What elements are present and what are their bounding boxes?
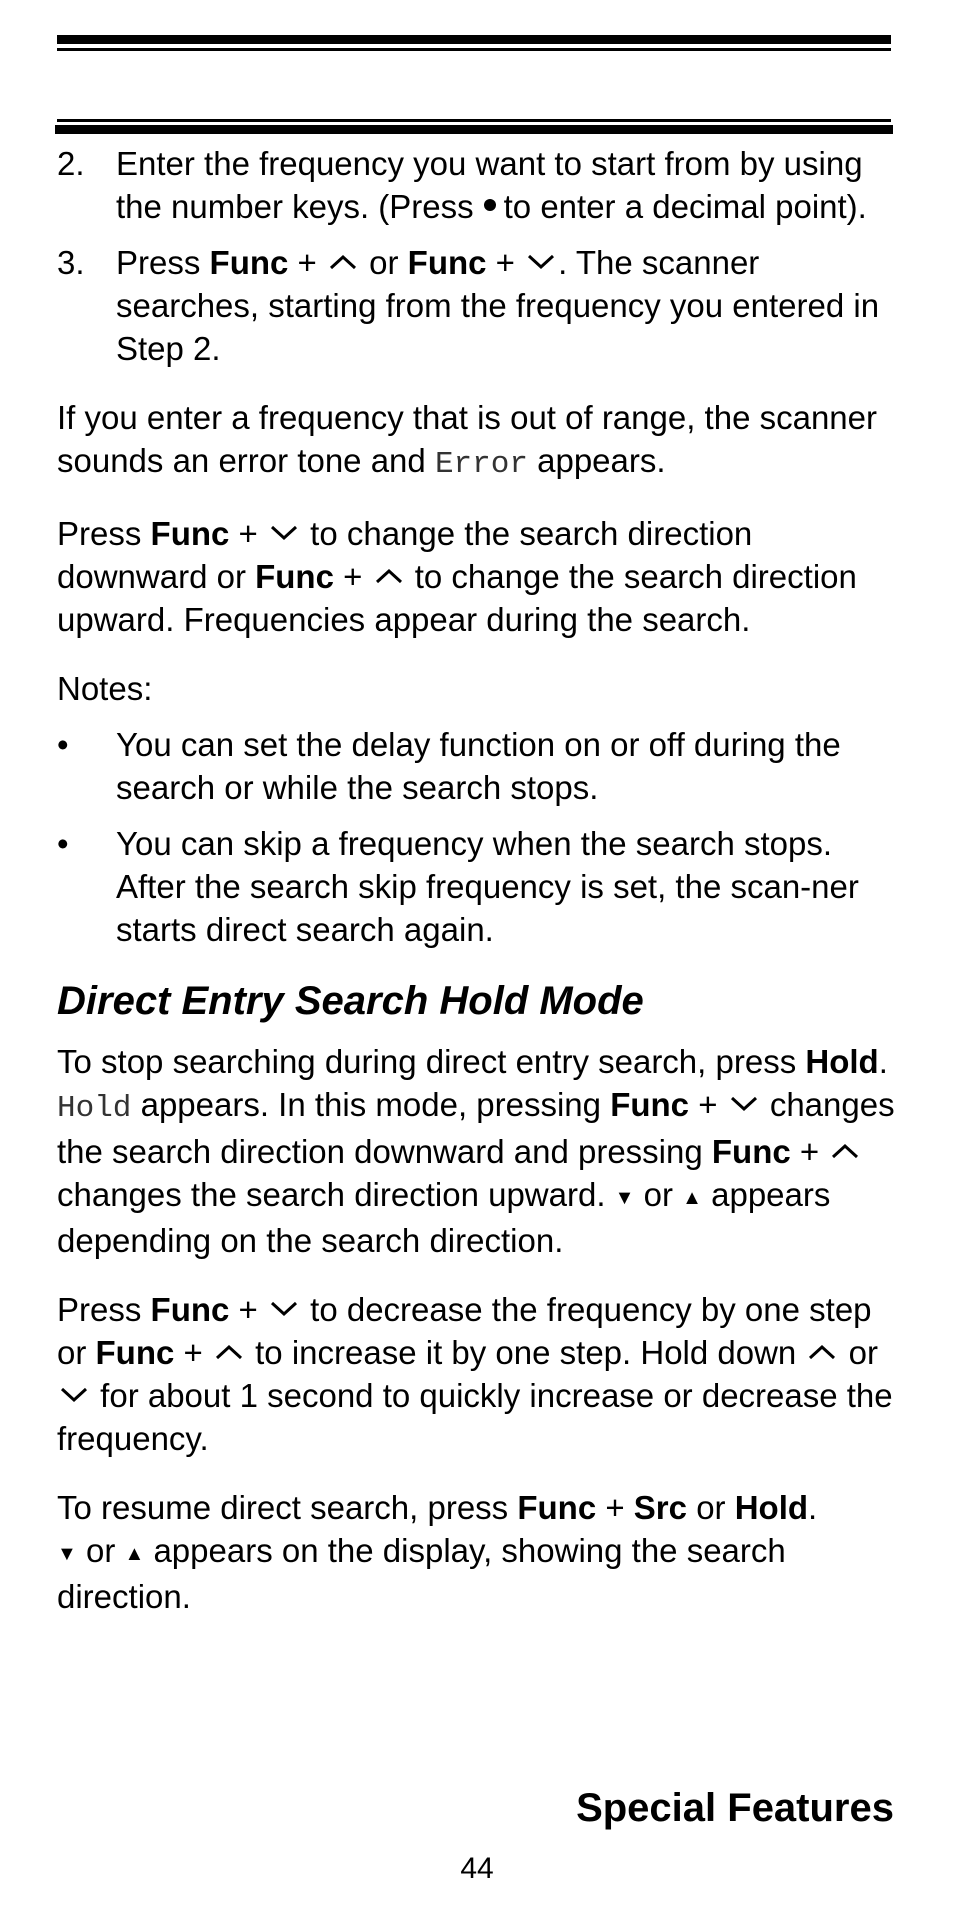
step-3 bbox=[57, 241, 897, 370]
step-number: 3. bbox=[57, 244, 85, 281]
resume-paragraph: To resume direct search, press Func + Src or Hold. ▼ or ▲ appears on the display, showing the search direction. bbox=[57, 1488, 818, 1615]
func-key: Func bbox=[407, 244, 487, 281]
header-rule-thin-top bbox=[57, 48, 891, 51]
func-key: Func bbox=[517, 1488, 597, 1526]
triangle-up-icon: ▲ bbox=[682, 1186, 702, 1209]
func-key: Func bbox=[711, 1133, 791, 1170]
func-key: Func bbox=[150, 1290, 230, 1328]
chevron-down-icon bbox=[729, 1094, 759, 1114]
section-heading: Direct Entry Search Hold Mode bbox=[57, 979, 644, 1023]
step-text: Press Func + or Func + . The scanner searches, starting from the frequency you entered in Step 2. bbox=[116, 244, 880, 367]
chevron-up-icon bbox=[807, 1342, 837, 1362]
decimal-dot-icon bbox=[484, 199, 496, 211]
chevron-down-icon bbox=[59, 1385, 89, 1405]
step-text: Enter the frequency you want to start from by using the number keys. (Press to enter a decimal point). bbox=[116, 145, 867, 225]
step-2 bbox=[57, 142, 897, 228]
chevron-up-icon bbox=[374, 566, 404, 586]
bullet: • bbox=[57, 726, 69, 763]
note-text: You can set the delay function on or off during the search or while the search stops. bbox=[116, 726, 841, 806]
note-text: You can skip a frequency when the search stops. After the search skip frequency is set, the scan-ner starts direct search again. bbox=[116, 825, 859, 948]
triangle-down-icon: ▼ bbox=[614, 1186, 635, 1209]
func-key: Func bbox=[610, 1086, 690, 1123]
func-key: Func bbox=[150, 515, 230, 552]
chevron-down-icon bbox=[526, 252, 556, 272]
page-content bbox=[57, 142, 897, 1618]
direction-paragraph: Press Func + to change the search direction downward or Func + to change the search direction upward. Frequencies appear during the search. bbox=[57, 515, 857, 638]
chevron-up-icon bbox=[328, 252, 358, 272]
header-rule-thin-bottom bbox=[57, 119, 891, 122]
bullet: • bbox=[57, 825, 69, 862]
chevron-down-icon bbox=[269, 523, 299, 543]
func-key: Func bbox=[95, 1333, 175, 1371]
header-rule-thick-top bbox=[57, 35, 891, 44]
display-text-hold: Hold bbox=[57, 1091, 132, 1126]
error-paragraph: If you enter a frequency that is out of range, the scanner sounds an error tone and Error appears. bbox=[57, 399, 878, 482]
src-key: Src bbox=[633, 1488, 688, 1526]
chevron-up-icon bbox=[214, 1342, 244, 1362]
header-rule-thick-bottom bbox=[55, 125, 893, 134]
hold-key: Hold bbox=[805, 1043, 879, 1080]
triangle-up-icon: ▲ bbox=[124, 1542, 145, 1565]
section-footer: Special Features bbox=[576, 1786, 894, 1830]
hold-key: Hold bbox=[734, 1488, 809, 1526]
page-number: 44 bbox=[460, 1852, 494, 1885]
step-paragraph: Press Func + to decrease the frequency by one step or Func + to increase it by one step. Hold down or for about 1 second to quickly increase or decrease the frequency. bbox=[57, 1290, 893, 1457]
chevron-up-icon bbox=[830, 1141, 860, 1161]
note-item bbox=[57, 723, 897, 809]
triangle-down-icon: ▼ bbox=[57, 1542, 77, 1565]
note-item bbox=[57, 822, 897, 951]
chevron-down-icon bbox=[269, 1299, 299, 1319]
display-text-error: Error bbox=[434, 447, 528, 482]
notes-label: Notes: bbox=[57, 670, 153, 707]
func-key: Func bbox=[209, 244, 289, 281]
hold-paragraph: To stop searching during direct entry search, press Hold. Hold appears. In this mode, pressing Func + changes the search direction downward and pressing Func + changes the search direction upward. ▼ or ▲ appears depending on the search direction. bbox=[57, 1043, 895, 1259]
func-key: Func bbox=[255, 558, 334, 595]
step-number: 2. bbox=[57, 145, 85, 182]
